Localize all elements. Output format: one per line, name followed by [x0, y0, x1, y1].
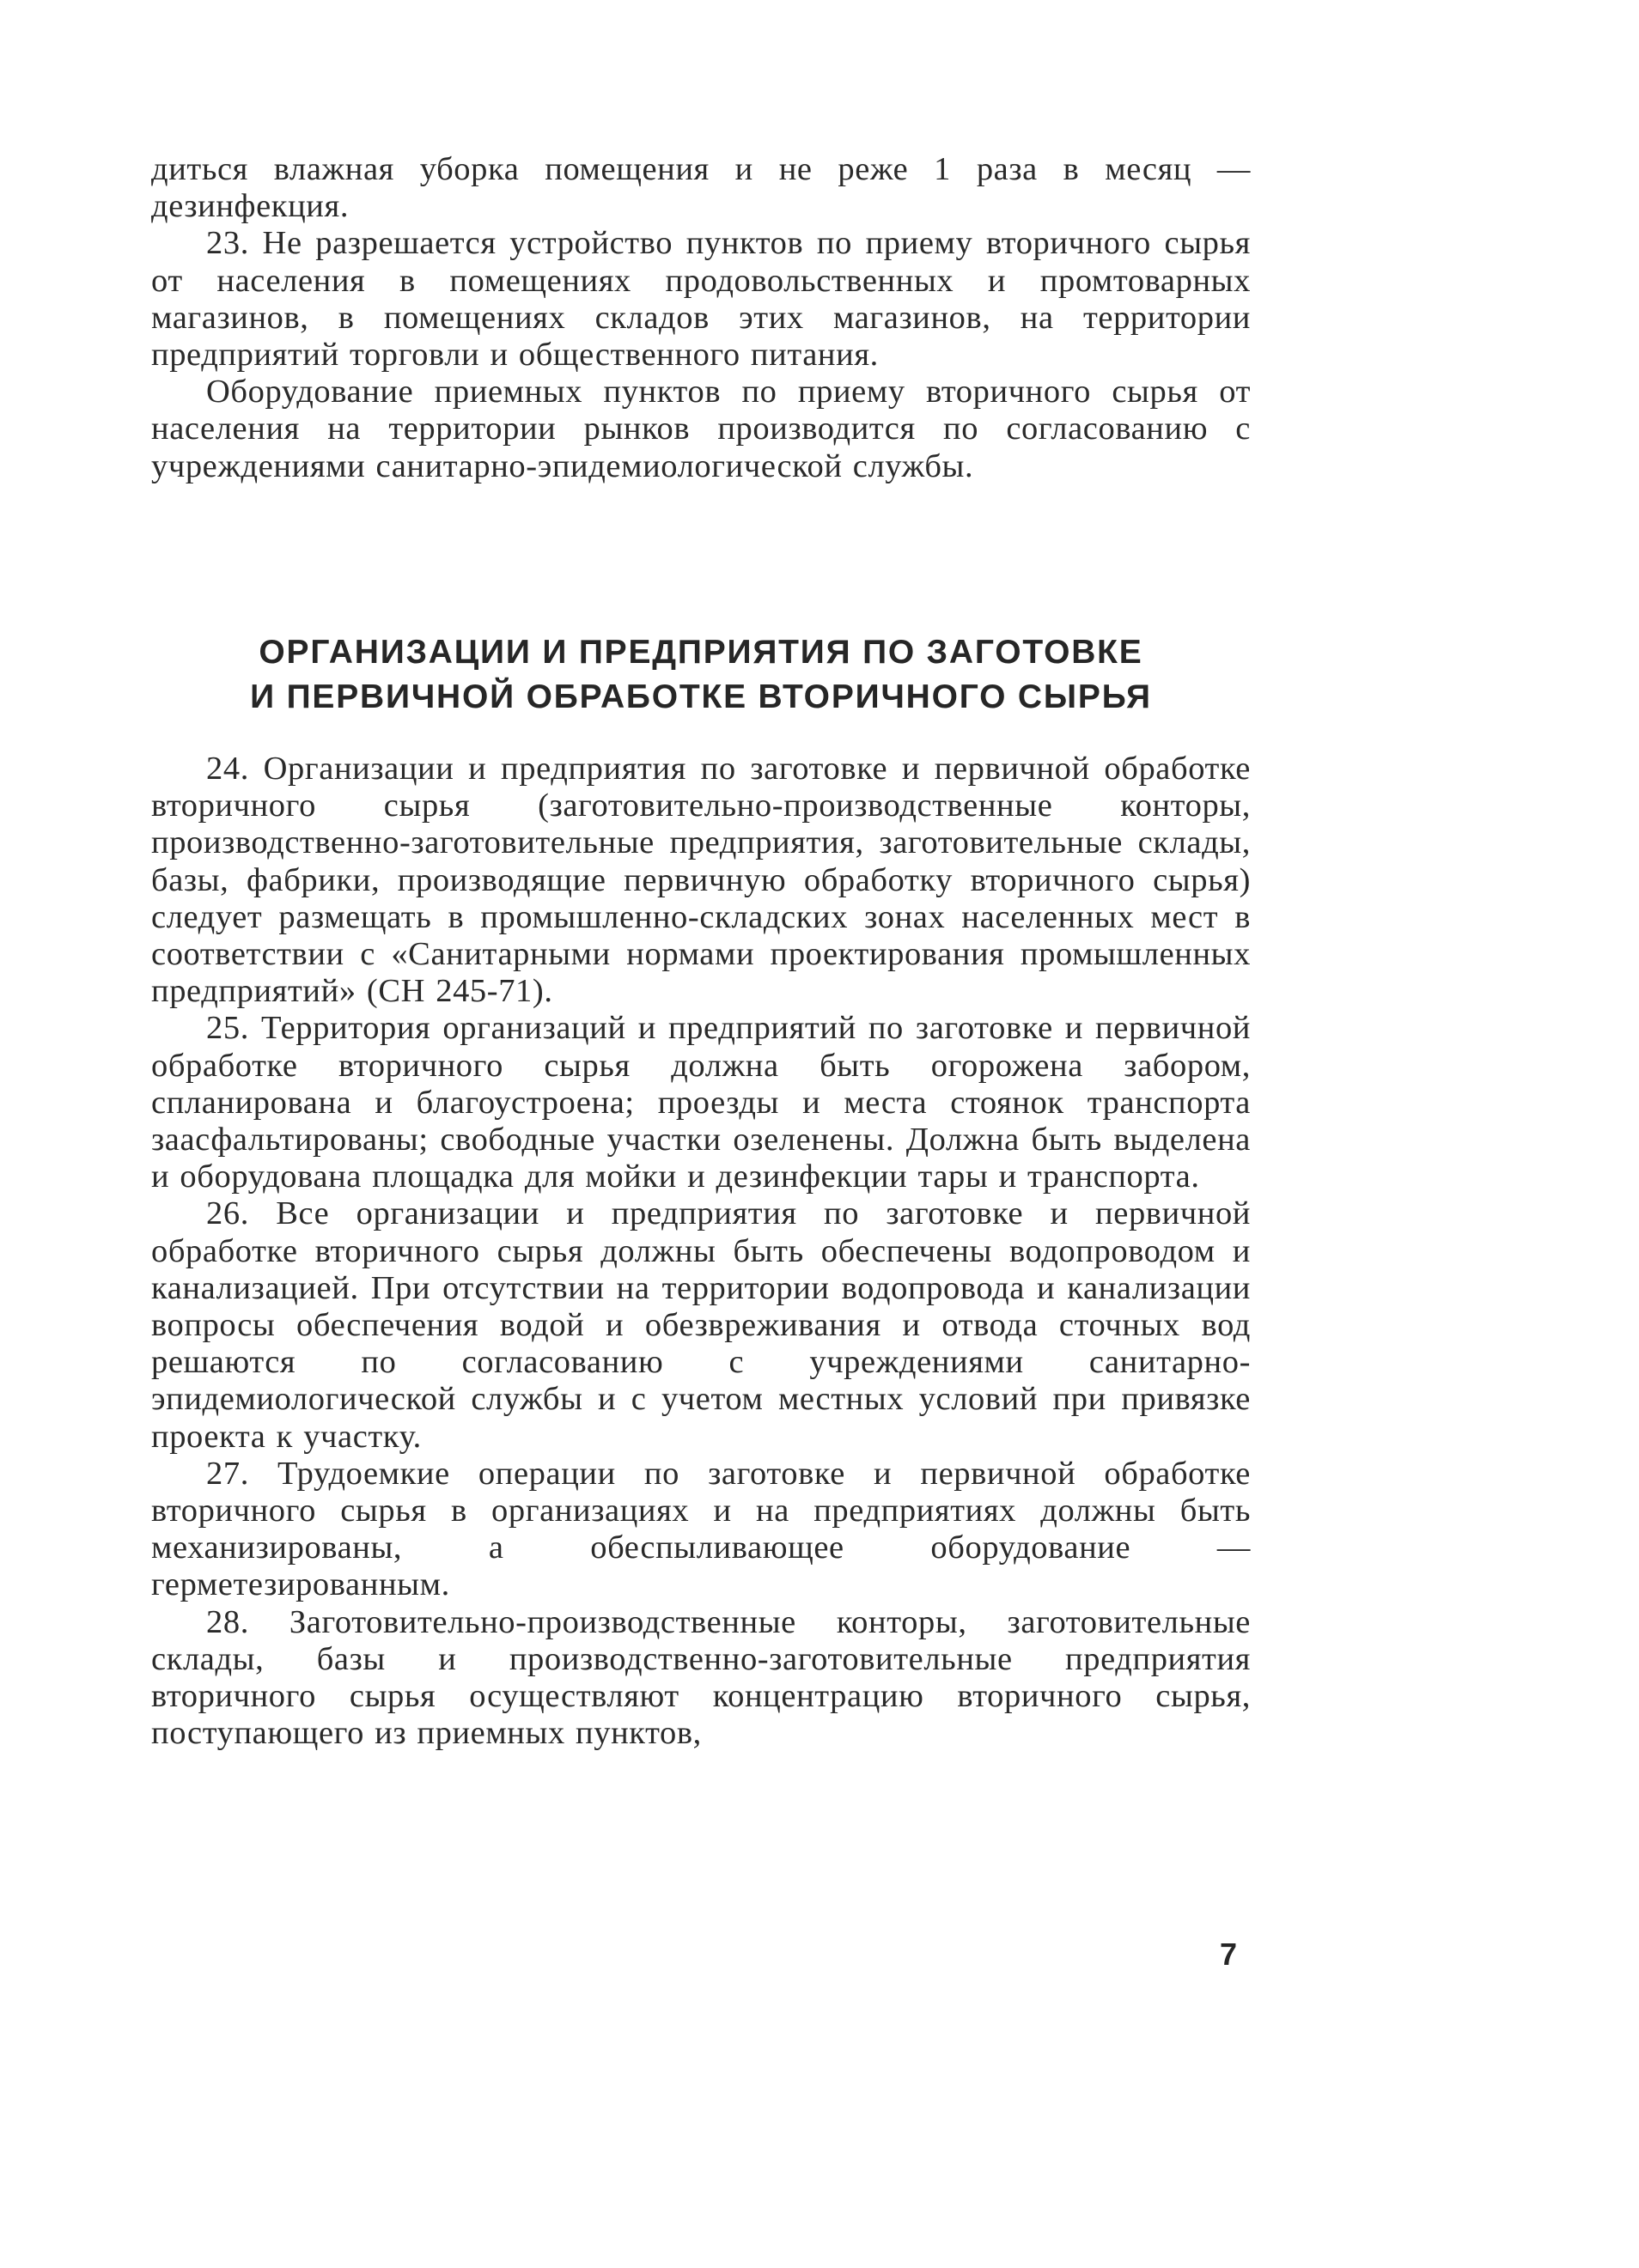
paragraph-25: 25. Территория организаций и предприятий по заготовке и первичной обработке вторичного сырья должна быть огорожена забором, спланирована и благоустроена; проезды и места стоянок транспорта заасфальтированы; свободные участки озеленены. Должна быть выделена и оборудована площадка для мойки и дезинфекции тары и транспорта.	[151, 1010, 1251, 1195]
paragraph-23-continued: Оборудование приемных пунктов по приему вторичного сырья от населения на территории рынков производится по согласованию с учреждениями санитарно-эпидемиологической службы.	[151, 374, 1251, 484]
paragraph-continuation: диться влажная уборка помещения и не реже 1 раза в месяц — дезинфекция.	[151, 151, 1251, 225]
paragraph-26: 26. Все организации и предприятия по заготовке и первичной обработке вторичного сырья должны быть обеспечены водопроводом и канализацией. При отсутствии на территории водопровода и канализации вопросы обеспечения водой и обезвреживания и отвода сточных вод решаются по согласованию с учреждениями санитарно-эпидемиологической службы и с учетом местных условий при привязке проекта к участку.	[151, 1195, 1251, 1455]
section-heading-line-2: И ПЕРВИЧНОЙ ОБРАБОТКЕ ВТОРИЧНОГО СЫРЬЯ	[250, 678, 1152, 715]
page-number: 7	[1220, 1937, 1238, 1972]
paragraph-24: 24. Организации и предприятия по заготовке и первичной обработке вторичного сырья (заготовительно-производственные конторы, производственно-заготовительные предприятия, заготовительные склады, базы, фабрики, производящие первичную обработку вторичного сырья) следует размещать в промышленно-складских зонах населенных мест в соответствии с «Санитарными нормами проектирования промышленных предприятий» (СН 245-71).	[151, 751, 1251, 1010]
section-heading	[151, 630, 1251, 720]
top-text-block	[151, 151, 1251, 485]
section-heading-line-1: ОРГАНИЗАЦИИ И ПРЕДПРИЯТИЯ ПО ЗАГОТОВКЕ	[259, 634, 1143, 671]
paragraph-28: 28. Заготовительно-производственные конторы, заготовительные склады, базы и производственно-заготовительные предприятия вторичного сырья осуществляют концентрацию вторичного сырья, поступающего из приемных пунктов,	[151, 1603, 1251, 1752]
bottom-text-block	[151, 751, 1251, 1752]
paragraph-23: 23. Не разрешается устройство пунктов по приему вторичного сырья от населения в помещениях продовольственных и промтоварных магазинов, в помещениях складов этих магазинов, на территории предприятий торговли и общественного питания.	[151, 225, 1251, 374]
paragraph-27: 27. Трудоемкие операции по заготовке и первичной обработке вторичного сырья в организациях и на предприятиях должны быть механизированы, а обеспыливающее оборудование — герметезированным.	[151, 1455, 1251, 1603]
